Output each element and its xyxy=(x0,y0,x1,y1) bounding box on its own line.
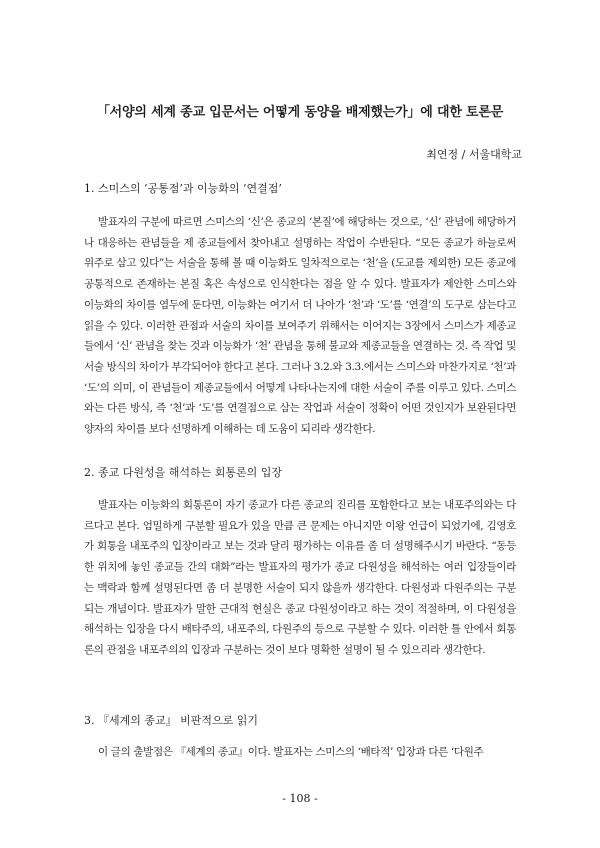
page-number: - 108 - xyxy=(282,792,318,805)
section-3-paragraph: 이 글의 출발점은 『세계의 종교』이다. 발표자는 스미스의 ‘배타적’ 입장과 다른 ‘다원주 xyxy=(98,746,484,758)
section-3-heading: 3. 『세계의 종교』 비판적으로 읽기 xyxy=(84,714,258,727)
document-title: 「서양의 세계 종교 입문서는 어떻게 동양을 배제했는가」에 대한 토론문 xyxy=(96,105,504,120)
section-1-paragraph: 발표자의 구분에 따르면 스미스의 ‘신’은 종교의 ‘본질’에 해당하는 것으로, ‘신’ 관념에 해당하거나 대응하는 관념들을 제 종교들에서 찾아내고 설명하는 작업이 수반된다. “모든 종교가 하늘로써 위주로 삼고 있다”는 서술을 통해 볼 때 이능화도 일차적으로는 ‘천’을 (도교를 제외한) 모든 종교에 공통적으로 존재하는 본질 혹은 속성으로 인식한다는 점을 알 수 있다. 발표자가 제안한 스미스와 이능화의 차이를 염두에 둔다면, 이능화는 여기서 더 나아가 ‘천’과 ‘도’를 ‘연결’의 도구로 삼는다고 읽을 수 있다. 이러한 관점과 서술의 차이를 보여주기 위해서는 이어지는 3장에서 스미스가 제종교들에서 ‘신’ 관념을 찾는 것과 이능화가 ‘천’ 관념을 통해 불교와 제종교들을 연결하는 것. 즉 작업 및 서술 방식의 차이가 부각되어야 한다고 본다. 그러나 3.2.와 3.3.에서는 스미스와 마찬가지로 ‘천’과 ‘도’의 의미, 이 관념들이 제종교들에서 어떻게 나타나는지에 대한 서술이 주를 이루고 있다. 스미스와는 다른 방식, 즉 ‘천’과 ‘도’를 연결점으로 삼는 작업과 서술이 정확이 어떤 것인지가 보완된다면 양자의 차이를 보다 선명하게 이해하는 데 도움이 되리라 생각한다. xyxy=(84,216,516,436)
section-2-paragraph: 발표자는 이능화의 회통론이 자기 종교가 다른 종교의 진리를 포함한다고 보는 내포주의와는 다르다고 본다. 엄밀하게 구분할 필요가 있을 만큼 큰 문제는 아니지만 이왕 언급이 되었기에, 김영호가 회통을 내포주의 입장이라고 보는 것과 달리 평가하는 이유를 좀 더 설명해주시기 바란다. “동등한 위치에 놓인 종교들 간의 대화”라는 발표자의 평가가 종교 다원성을 해석하는 여러 입장들이라는 맥락과 함께 설명된다면 좀 더 분명한 서술이 되지 않을까 생각한다. 다원성과 다원주의는 구분되는 개념이다. 발표자가 말한 근대적 현실은 종교 다원성이라고 하는 것이 적절하며, 이 다원성을 해석하는 입장을 다시 배타주의, 내포주의, 다원주의 등으로 구분할 수 있다. 이러한 틀 안에서 회통론의 관점을 내포주의의 입장과 구분하는 것이 보다 명확한 설명이 될 수 있으리라 생각한다. xyxy=(84,499,516,656)
section-1-heading: 1. 스미스의 ‘공통점’과 이능화의 ‘연결점’ xyxy=(84,182,282,195)
section-2-heading: 2. 종교 다원성을 해석하는 회통론의 입장 xyxy=(84,466,282,479)
author-affiliation: 최연정 / 서울대학교 xyxy=(426,148,522,161)
